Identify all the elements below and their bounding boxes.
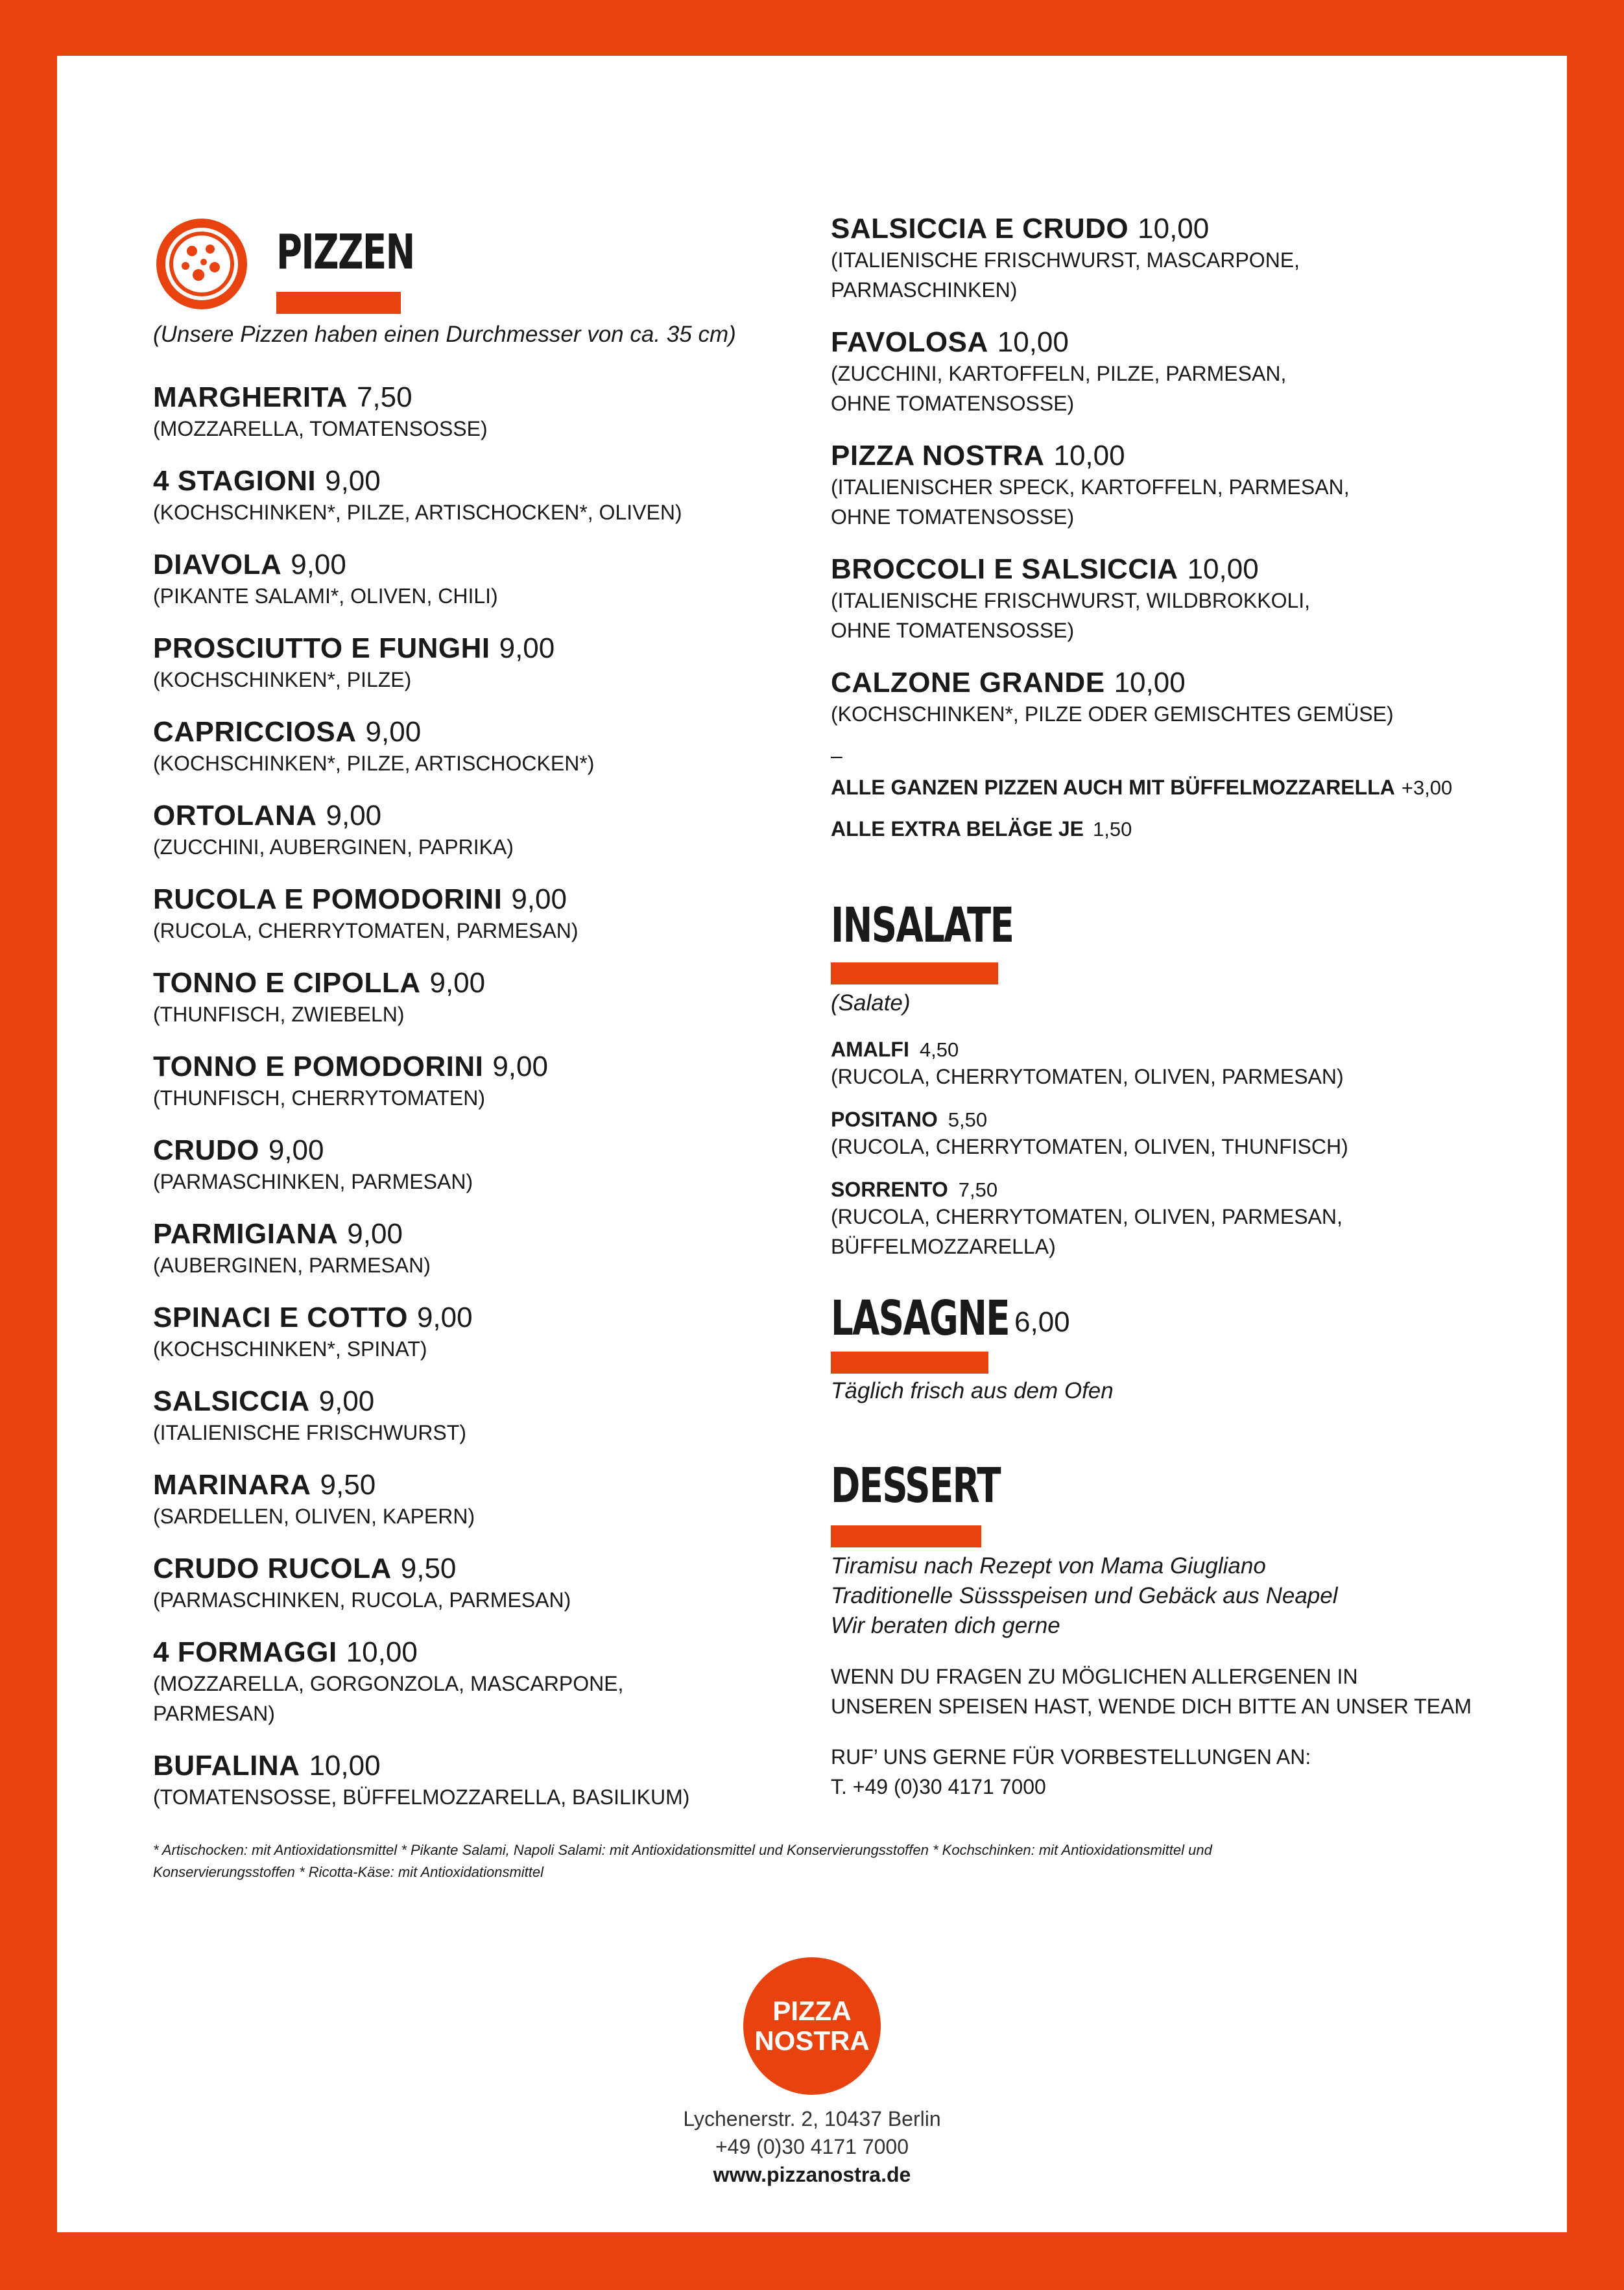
pizzen-bar — [276, 292, 401, 314]
menu-item: CRUDO 9,00 (PARMASCHINKEN, PARMESAN) — [153, 1134, 473, 1193]
menu-item: CRUDO RUCOLA 9,50 (PARMASCHINKEN, RUCOLA, PARMESAN) — [153, 1553, 571, 1612]
lasagne-header — [831, 1282, 1564, 1376]
left-column — [153, 153, 802, 1833]
dessert-line: Tiramisu nach Rezept von Mama Giugliano — [831, 1553, 1266, 1579]
lasagne-bar — [831, 1352, 988, 1374]
lasagne-price: 6,00 — [1014, 1306, 1070, 1338]
menu-item: PARMIGIANA 9,00 (AUBERGINEN, PARMESAN) — [153, 1218, 431, 1277]
address-block — [57, 2105, 1567, 2189]
pizzen-note: (Unsere Pizzen haben einen Durchmesser von ca. 35 cm) — [153, 322, 736, 347]
menu-item: ORTOLANA 9,00 (ZUCCHINI, AUBERGINEN, PAPRIKA) — [153, 800, 514, 859]
phone: +49 (0)30 4171 7000 — [715, 2135, 909, 2158]
menu-item: SPINACI E COTTO 9,00 (KOCHSCHINKEN*, SPINAT) — [153, 1302, 473, 1361]
allergen-line: WENN DU FRAGEN ZU MÖGLICHEN ALLERGENEN IN — [831, 1665, 1358, 1688]
menu-item: CALZONE GRANDE 10,00 (KOCHSCHINKEN*, PILZE ODER GEMISCHTES GEMÜSE) — [831, 667, 1394, 726]
pizzen-title: PIZZEN — [276, 224, 414, 280]
dessert-bar — [831, 1525, 981, 1547]
menu-item: TONNO E CIPOLLA 9,00 (THUNFISCH, ZWIEBELN) — [153, 967, 486, 1026]
menu-item: CAPRICCIOSA 9,00 (KOCHSCHINKEN*, PILZE, ARTISCHOCKEN*) — [153, 716, 595, 775]
address: Lychenerstr. 2, 10437 Berlin — [683, 2107, 941, 2130]
menu-item: BUFALINA 10,00 (TOMATENSOSSE, BÜFFELMOZZARELLA, BASILIKUM) — [153, 1750, 690, 1809]
allergen-line: UNSEREN SPEISEN HAST, WENDE DICH BITTE AN UNSER TEAM — [831, 1695, 1472, 1718]
dessert-title: DESSERT — [831, 1458, 1000, 1514]
menu-item: BROCCOLI E SALSICCIA 10,00 (ITALIENISCHE FRISCHWURST, WILDBROKKOLI, OHNE TOMATENSOSSE) — [831, 553, 1311, 642]
preorder-line: RUF’ UNS GERNE FÜR VORBESTELLUNGEN AN: — [831, 1745, 1311, 1769]
insalate-note: (Salate) — [831, 990, 911, 1016]
salad-item: SORRENTO 7,50 (RUCOLA, CHERRYTOMATEN, OLIVEN, PARMESAN, BÜFFELMOZZARELLA) — [831, 1178, 1343, 1258]
insalate-header — [831, 886, 1564, 988]
extra-buffalo: ALLE GANZEN PIZZEN AUCH MIT BÜFFELMOZZARELLA +3,00 — [831, 776, 1453, 799]
pizza-list-left — [153, 381, 802, 1833]
separator-dash: – — [831, 744, 842, 767]
insalate-bar — [831, 962, 998, 984]
dessert-header — [831, 1458, 1564, 1551]
right-column — [831, 153, 1564, 1802]
brand-logo: PIZZA NOSTRA — [743, 1957, 881, 2095]
extra-toppings: ALLE EXTRA BELÄGE JE 1,50 — [831, 817, 1132, 841]
menu-page — [57, 56, 1567, 2232]
dessert-line: Traditionelle Süssspeisen und Gebäck aus Neapel — [831, 1583, 1338, 1608]
dessert-line: Wir beraten dich gerne — [831, 1613, 1060, 1638]
pizzen-header — [153, 153, 802, 322]
menu-item: MARINARA 9,50 (SARDELLEN, OLIVEN, KAPERN) — [153, 1469, 475, 1528]
lasagne-note: Täglich frisch aus dem Ofen — [831, 1378, 1114, 1403]
menu-item: 4 STAGIONI 9,00 (KOCHSCHINKEN*, PILZE, ARTISCHOCKEN*, OLIVEN) — [153, 465, 682, 524]
menu-item: FAVOLOSA 10,00 (ZUCCHINI, KARTOFFELN, PILZE, PARMESAN, OHNE TOMATENSOSSE) — [831, 326, 1287, 415]
menu-item: MARGHERITA 7,50 (MOZZARELLA, TOMATENSOSSE) — [153, 381, 488, 440]
salad-item: AMALFI 4,50 (RUCOLA, CHERRYTOMATEN, OLIVEN, PARMESAN) — [831, 1038, 1344, 1088]
lasagne-title: LASAGNE — [831, 1291, 1009, 1346]
pizza-icon — [153, 215, 250, 313]
menu-item: PROSCIUTTO E FUNGHI 9,00 (KOCHSCHINKEN*, PILZE) — [153, 632, 555, 691]
menu-item: SALSICCIA 9,00 (ITALIENISCHE FRISCHWURST) — [153, 1385, 466, 1444]
menu-item: RUCOLA E POMODORINI 9,00 (RUCOLA, CHERRYTOMATEN, PARMESAN) — [153, 883, 579, 942]
website-link[interactable]: www.pizzanostra.de — [713, 2163, 911, 2186]
preorder-phone: T. +49 (0)30 4171 7000 — [831, 1775, 1046, 1798]
insalate-title: INSALATE — [831, 898, 1014, 953]
menu-item: TONNO E POMODORINI 9,00 (THUNFISCH, CHERRYTOMATEN) — [153, 1051, 548, 1110]
menu-item: DIAVOLA 9,00 (PIKANTE SALAMI*, OLIVEN, CHILI) — [153, 549, 498, 608]
menu-item: PIZZA NOSTRA 10,00 (ITALIENISCHER SPECK, KARTOFFELN, PARMESAN, OHNE TOMATENSOSSE) — [831, 440, 1350, 529]
menu-item: SALSICCIA E CRUDO 10,00 (ITALIENISCHE FRISCHWURST, MASCARPONE, PARMASCHINKEN) — [831, 213, 1300, 302]
menu-item: 4 FORMAGGI 10,00 (MOZZARELLA, GORGONZOLA, MASCARPONE, PARMESAN) — [153, 1636, 624, 1725]
salad-item: POSITANO 5,50 (RUCOLA, CHERRYTOMATEN, OLIVEN, THUNFISCH) — [831, 1108, 1348, 1158]
footnotes: * Artischocken: mit Antioxidationsmittel * Pikante Salami, Napoli Salami: mit Antioxidationsmittel und Konservierungsstoffen * Kochschinken: mit Antioxidationsmittel und Konservierungsstoffen * Ricotta-Käse: mit Antioxidationsmittel — [153, 1842, 1212, 1880]
